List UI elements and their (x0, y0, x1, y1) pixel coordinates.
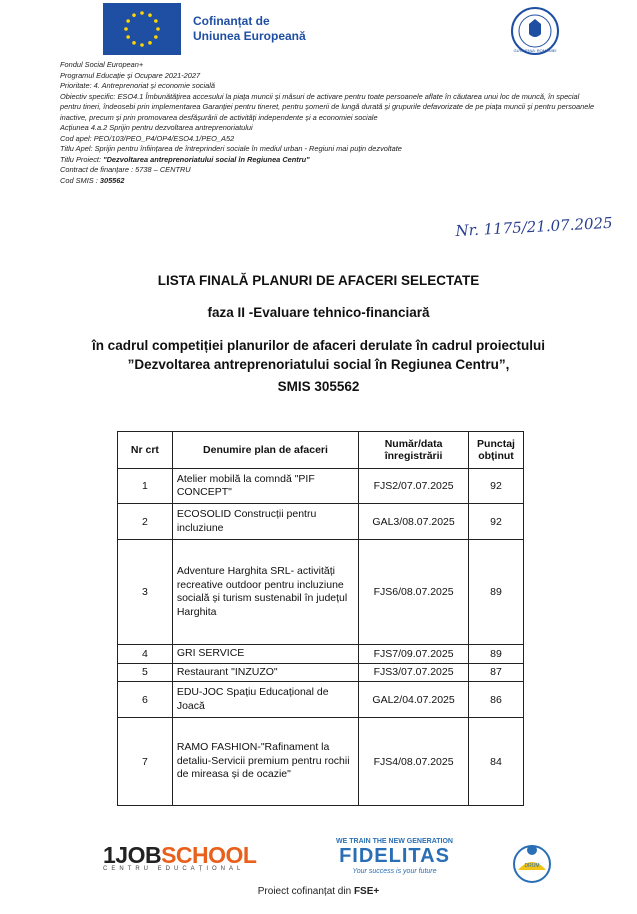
eu-flag-logo (103, 3, 181, 55)
eu-star (140, 11, 144, 15)
handwritten-registration-number: Nr. 1175/21.07.2025 (455, 213, 614, 240)
eu-star (156, 27, 160, 31)
eu-star (148, 41, 152, 45)
document-context: în cadrul competiției planurilor de afaceri derulate în cadrul proiectului ”Dezvoltarea antreprenoriatului social în Regiunea Centru”, (91, 338, 546, 372)
table-header-row (118, 432, 524, 469)
header-score: Punctaj obținut (469, 432, 524, 469)
info-contract: Contract de finanțare : 5738 – CENTRU (60, 165, 191, 174)
cofinanced-footer: Proiect cofinanțat din FSE+ (257, 886, 380, 897)
table-row: 7 RAMO FASHION-"Rafinament la detaliu-Servicii premium pentru rochii de mireasa și de ocazie" FJS4/08.07.2025 84 (118, 718, 524, 806)
info-line: Titlu Apel: Sprijin pentru înființarea de întreprinderi sociale în mediul urban - Regiuni mai puțin dezvoltate (60, 144, 402, 153)
smis-title: SMIS 305562 (277, 379, 360, 394)
header-name: Denumire plan de afaceri (172, 432, 358, 469)
svg-text:GUVERNUL ROMÂNIEI: GUVERNUL ROMÂNIEI (513, 48, 557, 53)
eu-star (124, 27, 128, 31)
eu-stars-icon (103, 3, 181, 55)
document-title: LISTA FINALĂ PLANURI DE AFACERI SELECTATE (157, 273, 480, 288)
info-line: Acțiunea 4.a.2 Sprijin pentru dezvoltarea antreprenoriatului (60, 123, 253, 132)
eu-star (132, 41, 136, 45)
document-subtitle: faza II -Evaluare tehnico-financiară (207, 305, 430, 320)
info-line: Prioritate: 4. Antreprenoriat și economie socială (60, 81, 216, 90)
eu-cofinanced-text: Cofinanțat de Uniunea Europeană (193, 14, 306, 43)
table-row: 4 GRI SERVICE FJS7/09.07.2025 89 (118, 645, 524, 664)
jobschool-logo: 1JOBSCHOOL CENTRU EDUCAȚIONAL (103, 842, 257, 872)
info-line: Fondul Social European+ (60, 60, 144, 69)
fidelitas-logo: WE TRAIN THE NEW GENERATION FIDELITAS Your success is your future (336, 838, 453, 875)
drum-logo-icon (510, 840, 554, 884)
header-registration: Număr/data înregistrării (359, 432, 469, 469)
info-smis: Cod SMIS : 305562 (60, 175, 125, 185)
info-line: Obiectiv specific: ESO4.1 Îmbunătățirea accesului la piața muncii și măsuri de activare pentru toate persoanele aflate în căutarea unui loc de muncă, în special pentru tineri, îndeosebi prin implementarea Garanției pentru tineret, pentru șomerii de lungă durată și grupurile defavorizate de pe piața muncii și pentru persoanele inactive, precum și prin promovarea desfășurării de activități independente și a economiei sociale (60, 91, 595, 122)
eu-star (148, 13, 152, 17)
eu-star (154, 35, 158, 39)
svg-text:DRUM: DRUM (524, 863, 540, 869)
table-row: 1 Atelier mobilă la comndă "PIF CONCEPT" FJS2/07.07.2025 92 (118, 469, 524, 504)
selected-plans-table (117, 431, 524, 806)
eu-star (154, 19, 158, 23)
info-project-title: Titlu Proiect: "Dezvoltarea antreprenoriatului social în Regiunea Centru" (60, 154, 310, 164)
table-row: 3 Adventure Harghita SRL- activități recreative outdoor pentru incluziune socială și turism sustenabil în județul Harghita FJS6/08.07.2025 89 (118, 540, 524, 645)
info-line: Programul Educație și Ocupare 2021-2027 (60, 70, 201, 80)
eu-star (140, 43, 144, 47)
table-row: 6 EDU-JOC Spațiu Educațional de Joacă GAL2/04.07.2025 86 (118, 682, 524, 718)
table-row: 2 ECOSOLID Construcții pentru incluziune GAL3/08.07.2025 92 (118, 504, 524, 540)
info-line: Cod apel: PEO/103/PEO_P4/OP4/ESO4.1/PEO_A52 (60, 133, 235, 143)
government-seal-icon (510, 6, 560, 56)
header-nr: Nr crt (118, 432, 173, 469)
eu-star (126, 35, 130, 39)
project-info-block (60, 60, 600, 186)
table-row: 5 Restaurant "INZUZO" FJS3/07.07.2025 87 (118, 663, 524, 682)
eu-star (126, 19, 130, 23)
eu-star (132, 13, 136, 17)
